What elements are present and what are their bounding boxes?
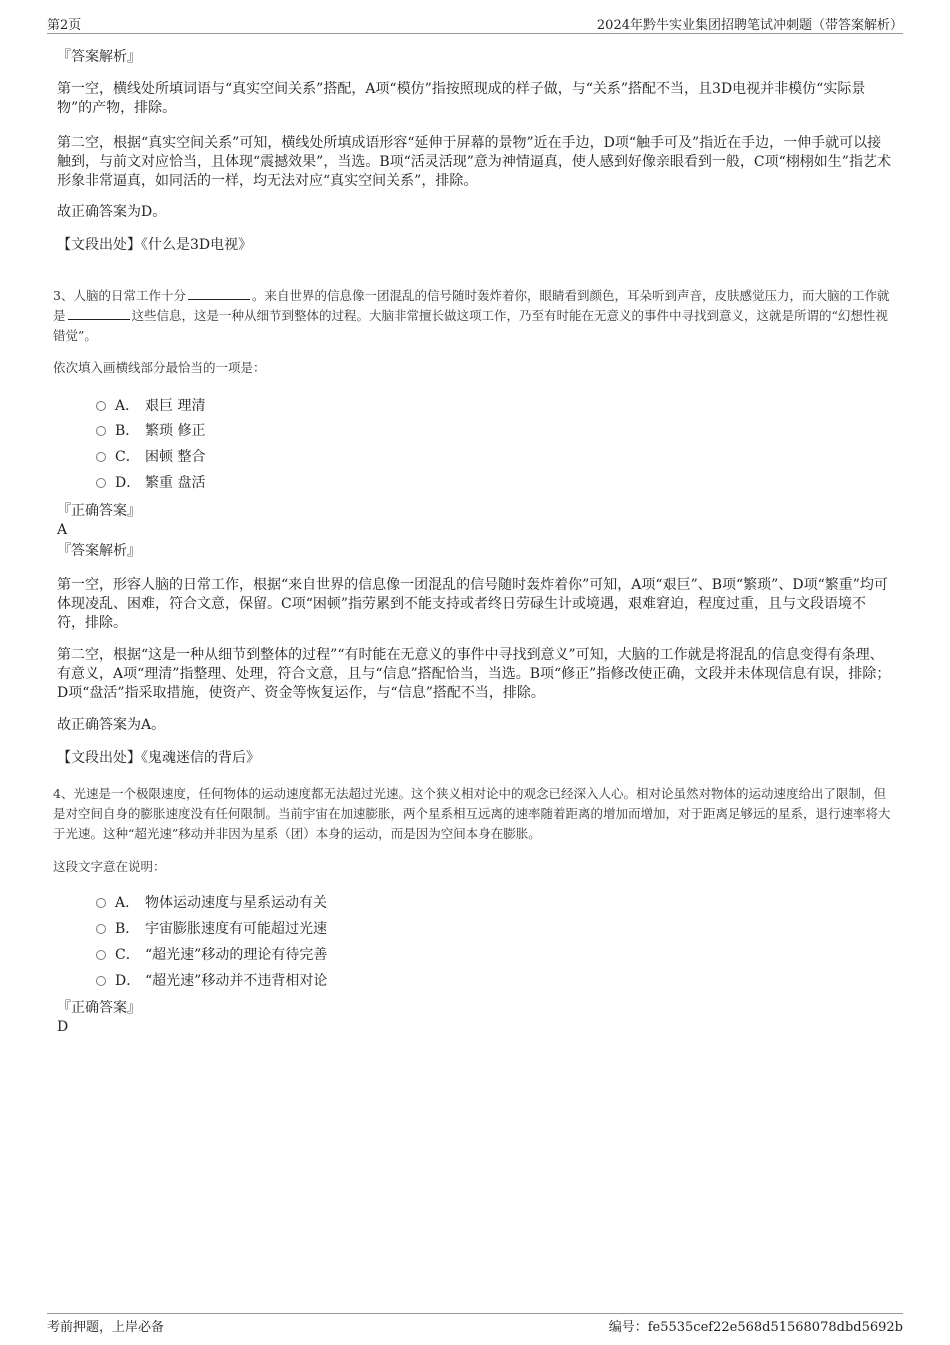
q3-stem: 3、人脑的日常工作十分 。来自世界的信息像一团混乱的信号随时轰炸着你，眼睛看到颜色，耳朵听到声音，皮肤感觉压力，而大脑的工作就是 这些信息，这是一种从细节到整体的过程。大脑非常擅长做这项工作，乃至有时能在无意义的事件中寻找到意义，这就是所谓的“幻想性视错觉”。	[53, 288, 890, 343]
q4-option-d[interactable]: D． “超光速”移动并不违背相对论	[96, 972, 327, 990]
q3-option-d[interactable]: D． 繁重 盘活	[96, 474, 205, 492]
q3-answer-label: 『正确答案』	[57, 503, 141, 519]
q3-blank-2	[68, 307, 130, 320]
q3-answer: A	[57, 522, 68, 538]
q3-option-c[interactable]: C． 困顿 整合	[96, 448, 205, 466]
q2-source: 【文段出处】《什么是3D电视》	[57, 237, 253, 253]
q2-analysis-para1: 第一空，横线处所填词语与“真实空间关系”搭配，A项“模仿”指按照现成的样子做，与“关系”搭配不当，且3D电视并非模仿“实际景物”的产物，排除。	[57, 81, 866, 116]
q3-option-a[interactable]: A． 艰巨 理清	[96, 397, 205, 415]
page-footer	[47, 1313, 903, 1336]
q4-option-c[interactable]: C． “超光速”移动的理论有待完善	[96, 946, 327, 964]
radio-icon[interactable]	[96, 898, 106, 908]
radio-icon[interactable]	[96, 924, 106, 934]
q4-option-b[interactable]: B． 宇宙膨胀速度有可能超过光速	[96, 920, 327, 938]
document-title: 2024年黔牛实业集团招聘笔试冲刺题（带答案解析）	[596, 18, 903, 33]
q3-analysis-label: 『答案解析』	[57, 543, 141, 559]
footer-slogan: 考前押题，上岸必备	[47, 1320, 165, 1335]
radio-icon[interactable]	[96, 950, 106, 960]
page-header	[47, 13, 903, 34]
q4-answer: D	[57, 1019, 69, 1035]
q2-analysis-label: 『答案解析』	[57, 49, 141, 65]
q2-analysis-para2: 第二空，根据“真实空间关系”可知，横线处所填成语形容“延伸于屏幕的景物”近在手边，D项“触手可及”指近在手边，一伸手就可以接触到，与前文对应恰当，且体现“震撼效果”，当选。B项“活灵活现”意为神情逼真，使人感到好像亲眼看到一般，C项“栩栩如生”指艺术形象非常逼真，如同活的一样，均无法对应“真实空间关系”，排除。	[57, 135, 891, 189]
q3-analysis-para1: 第一空，形容人脑的日常工作，根据“来自世界的信息像一团混乱的信号随时轰炸着你”可知，A项“艰巨”、B项“繁琐”、D项“繁重”均可体现凌乱、困难，符合文意，保留。C项“困顿”指劳累到不能支持或者终日劳碌生计或境遇，艰难窘迫，程度过重，且与文段语境不符，排除。	[57, 577, 888, 631]
radio-icon[interactable]	[96, 478, 106, 488]
radio-icon[interactable]	[96, 426, 106, 436]
radio-icon[interactable]	[96, 976, 106, 986]
q3-conclusion: 故正确答案为A。	[57, 717, 166, 733]
radio-icon[interactable]	[96, 452, 106, 462]
page-number: 第2页	[47, 18, 82, 33]
q4-answer-label: 『正确答案』	[57, 1000, 141, 1016]
q3-blank-1	[188, 287, 250, 300]
q3-prompt: 依次填入画横线部分最恰当的一项是：	[53, 360, 266, 375]
q4-stem: 4、光速是一个极限速度，任何物体的运动速度都无法超过光速。这个狭义相对论中的观念已经深入人心。相对论虽然对物体的运动速度给出了限制，但是对空间自身的膨胀速度没有任何限制。当前宇宙在加速膨胀，两个星系相互远离的速率随着距离的增加而增加，对于距离足够远的星系，退行速率将大于光速。这种“超光速”移动并非因为星系（团）本身的运动，而是因为空间本身在膨胀。	[53, 786, 891, 841]
radio-icon[interactable]	[96, 401, 106, 411]
q4-option-a[interactable]: A． 物体运动速度与星系运动有关	[96, 894, 327, 912]
q3-analysis-para2: 第二空，根据“这是一种从细节到整体的过程”“有时能在无意义的事件中寻找到意义”可知，大脑的工作就是将混乱的信息变得有条理、有意义，A项“理清”指整理、处理，符合文意，且与“信息”搭配恰当，当选。B项“修正”指修改使正确，文段并未体现信息有误，排除；D项“盘活”指采取措施，使资产、资金等恢复运作，与“信息”搭配不当，排除。	[57, 647, 891, 701]
q3-source: 【文段出处】《鬼魂迷信的背后》	[57, 750, 260, 766]
q4-prompt: 这段文字意在说明：	[53, 859, 166, 874]
q3-option-b[interactable]: B． 繁琐 修正	[96, 422, 205, 440]
document-id: 编号：fe5535cef22e568d51568078dbd5692b	[608, 1320, 903, 1335]
q2-conclusion: 故正确答案为D。	[57, 204, 167, 220]
